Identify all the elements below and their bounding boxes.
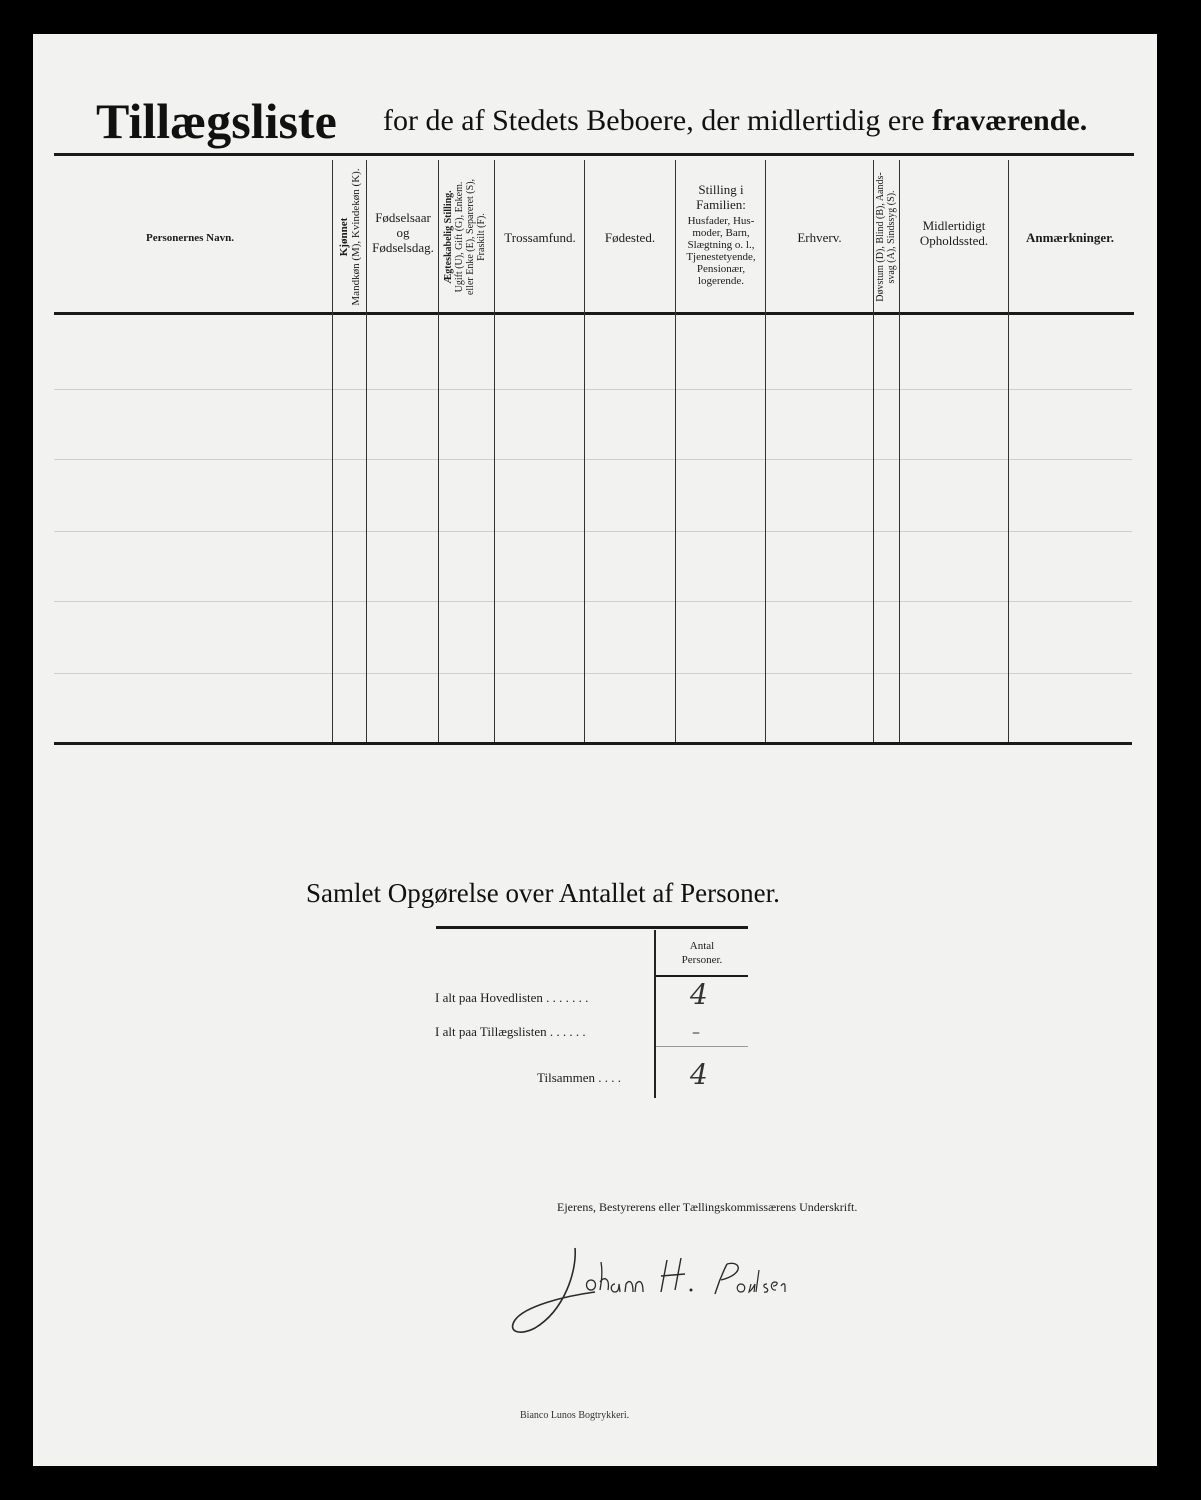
summary-col-header-line2: Personer. xyxy=(681,954,723,966)
column-divider xyxy=(494,160,495,742)
header-family-line5: Slægtning o. l., xyxy=(687,239,755,251)
summary-col-header-line1: Antal xyxy=(689,940,715,952)
table-bottom-rule xyxy=(54,742,1132,745)
table-top-rule xyxy=(54,153,1134,156)
table-row-line xyxy=(54,389,1132,390)
summary-top-rule xyxy=(436,926,748,929)
header-faith: Trossamfund. xyxy=(504,230,576,245)
signature-caption: Ejerens, Bestyrerens eller Tællingskommissærens Underskrift. xyxy=(557,1200,858,1214)
header-birth-line3: Fødselsdag. xyxy=(372,240,434,255)
form-title: Tillægsliste xyxy=(96,93,337,149)
summary-title: Samlet Opgørelse over Antallet af Personer. xyxy=(306,878,780,908)
header-family-line3: Husfader, Hus- xyxy=(687,215,755,227)
header-disability-line1: Døvstum (D), Blind (B), Aands- xyxy=(875,172,886,302)
header-family-line6: Tjenestetyende, xyxy=(686,251,756,263)
column-divider xyxy=(1008,160,1009,742)
header-birth-line1: Fødselsaar xyxy=(375,210,431,225)
table-header-rule xyxy=(54,312,1134,315)
header-family-line2: Familien: xyxy=(696,197,746,212)
header-occupation: Erhverv. xyxy=(797,230,842,245)
header-gender xyxy=(338,162,362,312)
header-marital-line4: Fraskilt (F). xyxy=(476,213,487,261)
table-row-line xyxy=(54,601,1132,602)
header-family-line1: Stilling i xyxy=(698,182,744,197)
header-birth-line2: og xyxy=(396,225,410,240)
header-marital-line3: eller Enke (E), Separeret (S), xyxy=(465,178,476,296)
form-subtitle-text: for de af Stedets Beboere, der midlertidig ere xyxy=(383,104,925,137)
header-family-line4: moder, Barn, xyxy=(692,227,750,239)
summary-subtotal-rule xyxy=(656,1046,748,1047)
column-divider xyxy=(438,160,439,742)
summary-row-label: Tilsammen . . . . xyxy=(537,1070,622,1085)
column-divider xyxy=(873,160,874,742)
header-family-line8: logerende. xyxy=(697,275,745,287)
table-row-line xyxy=(54,459,1132,460)
header-disability-line2: svag (A), Sindssyg (S). xyxy=(886,190,897,284)
header-names: Personernes Navn. xyxy=(146,232,234,244)
summary-row-value: – xyxy=(692,1022,700,1041)
column-divider xyxy=(366,160,367,742)
header-marital-line2: Ugift (U), Gift (G), Enkem. xyxy=(454,181,465,293)
summary-col-header xyxy=(656,939,748,967)
header-gender-line2: Mandkøn (M), Kvindekøn (K). xyxy=(350,168,362,306)
table-row-line xyxy=(54,673,1132,674)
header-temp-residence xyxy=(900,218,1008,248)
summary-row-value: 4 xyxy=(690,1058,708,1091)
header-family-line7: Pensionær, xyxy=(696,263,746,275)
header-marital xyxy=(443,162,487,312)
summary-row-label: I alt paa Hovedlisten . . . . . . . xyxy=(435,990,589,1005)
summary-header-rule xyxy=(656,975,748,977)
printer-credit: Bianco Lunos Bogtrykkeri. xyxy=(520,1410,630,1421)
column-divider xyxy=(332,160,333,742)
summary-row-label: I alt paa Tillægslisten . . . . . . xyxy=(435,1024,586,1039)
handwritten-signature xyxy=(505,1240,795,1340)
header-family xyxy=(676,182,766,287)
column-divider xyxy=(584,160,585,742)
header-temp-line1: Midlertidigt xyxy=(922,218,986,233)
form-subtitle xyxy=(383,104,1087,138)
header-disability xyxy=(875,162,897,312)
header-gender-line1: Kjønnet xyxy=(338,217,350,257)
form-subtitle-bold: fraværende. xyxy=(931,104,1088,137)
header-temp-line2: Opholdssted. xyxy=(919,233,989,248)
header-marital-line1: Ægteskabelig Stilling. xyxy=(443,190,454,284)
header-birthplace: Fødested. xyxy=(604,230,656,245)
summary-row-value: 4 xyxy=(690,978,708,1011)
table-row-line xyxy=(54,531,1132,532)
header-birth xyxy=(368,210,438,255)
header-remarks: Anmærkninger. xyxy=(1025,230,1114,245)
